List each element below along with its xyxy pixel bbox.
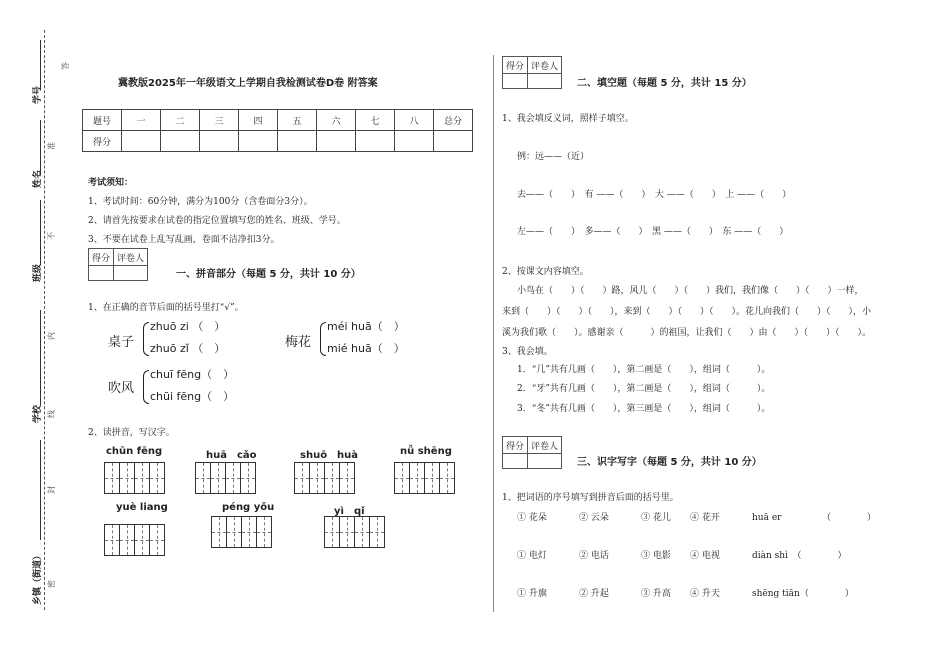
score-header-cell: 七 — [356, 110, 395, 131]
class-line — [40, 200, 42, 265]
score-header-cell: 八 — [395, 110, 434, 131]
score-header-cell: 六 — [317, 110, 356, 131]
section-3-question-1: 1、把词语的序号填写到拼音后面的括号里。 — [502, 493, 679, 503]
stroke-fill-line[interactable]: 2．“牙”共有几画（ ），第二画是（ ），组词（ ）。 — [517, 384, 771, 394]
score-input-cell[interactable] — [395, 131, 434, 152]
notice-title: 考试须知： — [88, 178, 134, 188]
grader-reviewer-label: 评卷人 — [114, 249, 148, 266]
section-2-question-1: 1、我会填反义词，照样子填空。 — [502, 114, 634, 124]
grader-reviewer-label: 评卷人 — [528, 437, 562, 454]
town-line — [40, 440, 42, 540]
grader-box-1 — [88, 248, 148, 281]
word-meihua: 梅花 — [285, 335, 312, 350]
writing-grid[interactable] — [195, 462, 256, 494]
score-input-cell[interactable] — [434, 131, 473, 152]
fold-char-7: 密 — [47, 580, 56, 588]
fill-paragraph-line[interactable]: 溪为我们歌（ ）。感谢亲（ ）的祖国，让我们（ ）由（ ）（ ）（ ）。 — [502, 328, 872, 338]
score-header-cell: 三 — [200, 110, 239, 131]
fold-char-3: 不 — [47, 232, 56, 240]
brace — [320, 322, 326, 356]
word-option: ② 电话 — [579, 551, 609, 561]
column-divider — [493, 55, 494, 612]
name-line — [40, 120, 42, 175]
pinyin-option[interactable]: zhuō zǐ （ ） — [150, 342, 226, 355]
grader-box-2 — [502, 56, 562, 89]
pinyin-word: nǚ shēng — [400, 446, 452, 457]
word-option: ② 升起 — [579, 589, 609, 599]
grader-score-cell[interactable] — [89, 266, 114, 281]
binding-dashed-line — [44, 30, 45, 610]
score-table — [82, 109, 473, 152]
grader-reviewer-cell[interactable] — [528, 74, 562, 89]
word-option: ③ 升高 — [641, 589, 671, 599]
fill-paragraph-line[interactable]: 来到（ ）（ ）（ ），来到（ ）（ ）（ ）。花儿向我们（ ）（ ），小 — [502, 307, 872, 317]
pinyin-answer-slot[interactable]: shēng tiān（ ） — [752, 589, 854, 599]
grader-reviewer-cell[interactable] — [528, 454, 562, 469]
score-header-cell: 二 — [161, 110, 200, 131]
score-header-cell: 五 — [278, 110, 317, 131]
grader-score-label: 得分 — [89, 249, 114, 266]
score-input-cell[interactable] — [356, 131, 395, 152]
word-option: ③ 花儿 — [641, 513, 671, 523]
word-option: ① 升旗 — [517, 589, 547, 599]
score-header-cell: 四 — [239, 110, 278, 131]
pinyin-word: yuè liang — [116, 502, 168, 513]
school-line — [40, 310, 42, 405]
grader-box-3 — [502, 436, 562, 469]
section-1-question-1: 1、在正确的音节后面的括号里打“√”。 — [88, 303, 244, 313]
writing-grid[interactable] — [104, 524, 165, 556]
grader-reviewer-label: 评卷人 — [528, 57, 562, 74]
word-option: ① 花朵 — [517, 513, 547, 523]
fold-char-1: 答 — [61, 62, 70, 70]
writing-grid[interactable] — [294, 462, 355, 494]
fold-char-4: 内 — [47, 332, 56, 340]
student-no-label: 学号 — [33, 85, 43, 104]
pinyin-option[interactable]: mié huā（ ） — [327, 342, 405, 355]
word-option: ① 电灯 — [517, 551, 547, 561]
fold-char-6: 封 — [47, 486, 56, 494]
score-input-cell[interactable] — [161, 131, 200, 152]
notice-item: 3、不要在试卷上乱写乱画，卷面不洁净扣3分。 — [88, 235, 280, 245]
grader-score-cell[interactable] — [503, 454, 528, 469]
notice-item: 1、考试时间：60分钟，满分为100分（含卷面分3分）。 — [88, 197, 313, 207]
fold-char-2: 准 — [47, 142, 56, 150]
grader-score-label: 得分 — [503, 437, 528, 454]
score-input-cell[interactable] — [317, 131, 356, 152]
word-option: ④ 花开 — [690, 513, 720, 523]
student-no-line — [40, 40, 42, 90]
pinyin-option[interactable]: méi huā（ ） — [327, 320, 405, 333]
score-header-cell: 题号 — [83, 110, 122, 131]
fold-char-5: 线 — [47, 410, 56, 418]
section-2-question-2: 2、按课文内容填空。 — [502, 267, 589, 277]
section-3-title: 三、识字写字（每题 5 分，共计 10 分） — [577, 457, 762, 468]
score-input-cell[interactable] — [122, 131, 161, 152]
section-1-question-2: 2、读拼音，写汉字。 — [88, 428, 175, 438]
pinyin-word: huā cǎo — [206, 450, 257, 461]
word-option: ③ 电影 — [641, 551, 671, 561]
notice-item: 2、请首先按要求在试卷的指定位置填写您的姓名、班级、学号。 — [88, 216, 346, 226]
score-table-header-row — [83, 110, 473, 131]
word-option: ④ 电视 — [690, 551, 720, 561]
section-1-title: 一、拼音部分（每题 5 分，共计 10 分） — [176, 269, 361, 280]
section-2-question-3: 3、我会填。 — [502, 347, 553, 357]
pinyin-option[interactable]: zhuō zi （ ） — [150, 320, 226, 333]
town-label: 乡镇（街道） — [33, 550, 43, 605]
antonym-row[interactable]: 去——（ ） 有 ——（ ） 大 ——（ ） 上 ——（ ） — [517, 190, 792, 200]
name-label: 姓名 — [33, 169, 43, 188]
pinyin-word: péng yǒu — [222, 502, 275, 513]
school-label: 学校 — [33, 404, 43, 423]
word-chuifeng: 吹风 — [108, 381, 135, 396]
class-label: 班级 — [33, 263, 43, 282]
pinyin-option[interactable]: chuī fēng（ ） — [150, 368, 235, 381]
writing-grid[interactable] — [394, 462, 455, 494]
brace — [143, 370, 149, 404]
pinyin-answer-slot[interactable]: huā er （ ） — [752, 513, 876, 523]
section-2-title: 二、填空题（每题 5 分，共计 15 分） — [577, 78, 752, 89]
fill-paragraph-line[interactable]: 小鸟在（ ）（ ）路，风儿（ ）（ ）我们，我们像（ ）（ ）一样， — [517, 286, 864, 296]
antonym-example: 例：远——（近） — [517, 152, 590, 162]
score-row-label: 得分 — [83, 131, 122, 152]
pinyin-option[interactable]: chūi fēng（ ） — [150, 390, 235, 403]
writing-grid[interactable] — [324, 516, 385, 548]
word-option: ④ 升天 — [690, 589, 720, 599]
word-zhuozi: 桌子 — [108, 335, 135, 350]
pinyin-word: chūn fēng — [106, 446, 163, 457]
grader-score-cell[interactable] — [503, 74, 528, 89]
exam-title: 冀教版2025年一年级语文上学期自我检测试卷D卷 附答案 — [118, 78, 378, 89]
pinyin-word: shuō huà — [300, 450, 359, 461]
score-header-cell: 总分 — [434, 110, 473, 131]
grader-score-label: 得分 — [503, 57, 528, 74]
word-option: ② 云朵 — [579, 513, 609, 523]
antonym-row[interactable]: 左——（ ） 多——（ ） 黑 ——（ ） 东 ——（ ） — [517, 227, 789, 237]
writing-grid[interactable] — [104, 462, 165, 494]
score-input-cell[interactable] — [200, 131, 239, 152]
score-header-cell: 一 — [122, 110, 161, 131]
score-input-cell[interactable] — [239, 131, 278, 152]
grader-reviewer-cell[interactable] — [114, 266, 148, 281]
brace — [143, 322, 149, 356]
pinyin-answer-slot[interactable]: diàn shì （ ） — [752, 551, 847, 561]
stroke-fill-line[interactable]: 1．“几”共有几画（ ），第二画是（ ），组词（ ）。 — [517, 365, 771, 375]
writing-grid[interactable] — [211, 516, 272, 548]
pinyin-word: yì qǐ — [334, 506, 365, 517]
score-input-cell[interactable] — [278, 131, 317, 152]
stroke-fill-line[interactable]: 3．“冬”共有几画（ ），第三画是（ ），组词（ ）。 — [517, 404, 771, 414]
score-table-score-row — [83, 131, 473, 152]
